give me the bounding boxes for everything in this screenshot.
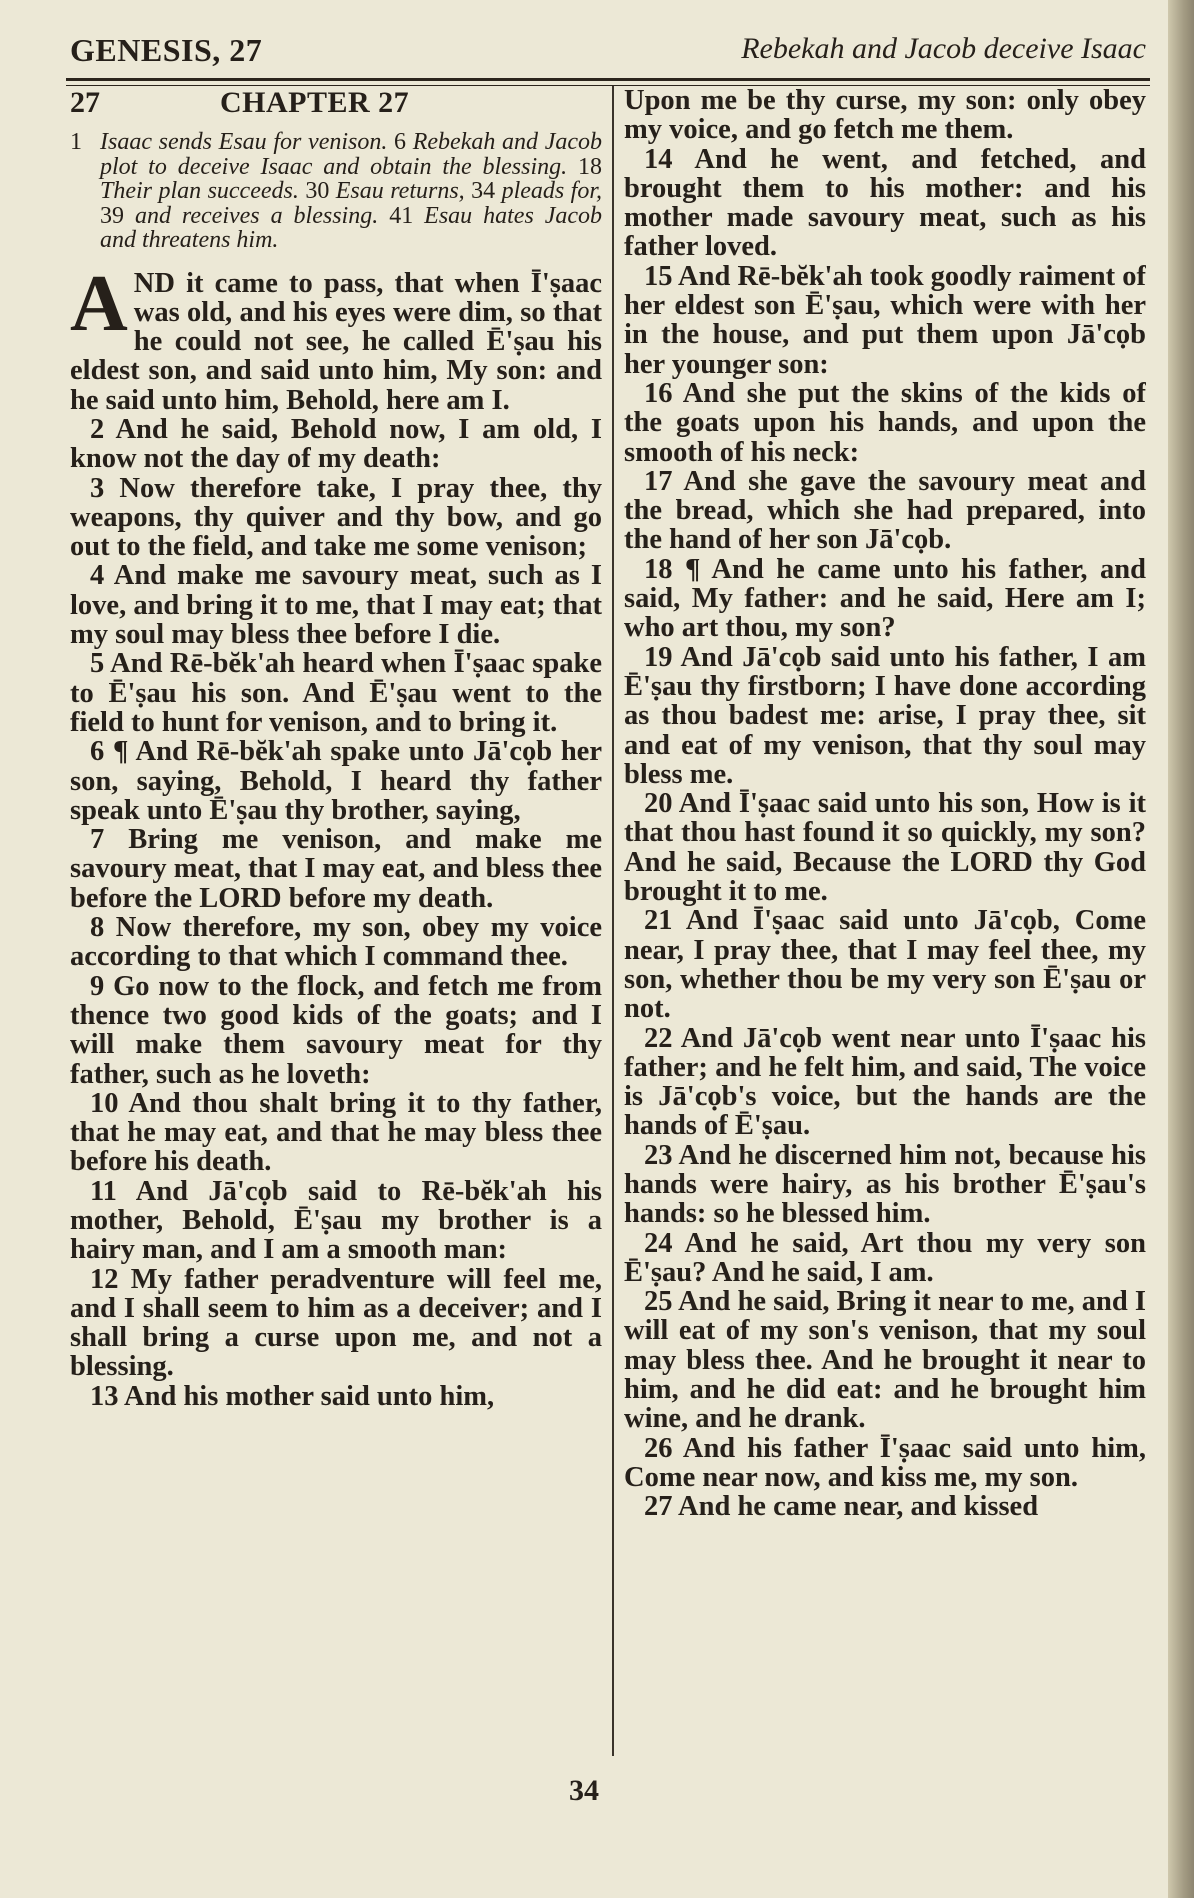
verse: 18 ¶ And he came unto his father, and said, My father: and he said, Here am I; who art thou, my son? [624,553,1146,644]
summary-text: Esau returns, [335,178,465,204]
verse: 6 ¶ And Rē-bĕk'ah spake unto Jā'cọb her son, saying, Behold, I heard thy father speak unto Ē'ṣau thy brother, saying, [70,736,602,826]
verse: 12 My father peradventure will feel me, and I shall seem to him as a deceiver; and I shall bring a curse upon me, and not a blessing. [70,1263,602,1383]
column-divider [612,86,614,1756]
left-column [70,86,602,1756]
verse: 5 And Rē-bĕk'ah heard when Ī'ṣaac spake to Ē'ṣau his son. And Ē'ṣau went to the field to hunt for venison, and to bring it. [70,648,602,738]
verse-text: ND it came to pass, that when Ī'ṣaac was old, and his eyes were dim, so that he could not see, he called Ē'ṣau his eldest son, and said unto him, My son: and he said unto him, Behold, here am I. [70,267,602,416]
verse: 22 And Jā'cọb went near unto Ī'ṣaac his father; and he felt him, and said, The voice is Jā'cọb's voice, but the hands are the hands of Ē'ṣau. [624,1022,1146,1142]
header-rule [66,78,1150,81]
verse: 15 And Rē-bĕk'ah took goodly raiment of her eldest son Ē'ṣau, which were with her in the house, and put them upon Jā'cọb her younger son: [624,260,1146,380]
verse [70,259,602,416]
verse: 17 And she gave the savoury meat and the bread, which she had prepared, into the hand of her son Jā'cọb. [624,465,1146,556]
page-number: 34 [569,1774,599,1807]
verse: 14 And he went, and fetched, and brought them to his mother: and his mother made savoury meat, such as his father loved. [624,143,1146,263]
summary-number: 18 [578,153,602,180]
summary-text: Their plan succeeds. [100,178,299,204]
page-footer [0,1774,1168,1808]
summary-text: and receives a blessing. [134,202,379,229]
chapter-title: CHAPTER 27 [220,86,410,119]
verse: 19 And Jā'cọb said unto his father, I am Ē'ṣau thy firstborn; I have done according as thou badest me: arise, I pray thee, sit and eat of my venison, that thy soul may bless me. [624,641,1146,790]
summary-number: 6 [394,129,407,155]
chapter-heading [70,86,602,122]
summary-text: Rebekah and Jacob plot to deceive Isaac and obtain the blessing. [100,129,602,180]
verse: 24 And he said, Art thou my very son Ē'ṣau? And he said, I am. [624,1227,1146,1288]
book-chapter-heading: GENESIS, 27 [70,32,263,68]
verse: 9 Go now to the flock, and fetch me from thence two good kids of the goats; and I will make them savoury meat for thy father, such as he loveth: [70,970,602,1090]
verse: 27 And he came near, and kissed [644,1491,1039,1523]
summary-number: 34 [471,178,496,204]
verse: 13 And his mother said unto him, [90,1380,495,1412]
page-edge [1168,0,1194,1898]
summary-number: 41 [389,202,414,229]
verse: 21 And Ī'ṣaac said unto Jā'cọb, Come near, I pray thee, that I may feel thee, my son, whether thou be my very son Ē'ṣau or not. [624,905,1146,1025]
summary-text: pleads for, [501,178,602,204]
verse: 25 And he said, Bring it near to me, and I will eat of my son's venison, that my soul may bless thee. And he brought it near to him, and he did eat: and he brought him wine, and he drank. [624,1286,1146,1435]
verse: 20 And Ī'ṣaac said unto his son, How is it that thou hast found it so quickly, my son? And he said, Because the LORD thy God brought it to me. [624,788,1146,908]
verse: 3 Now therefore take, I pray thee, thy weapons, thy quiver and thy bow, and go out to the field, and take me some venison; [70,472,602,563]
verse: 4 And make me savoury meat, such as I love, and bring it to me, that I may eat; that my soul may bless thee before I die. [70,560,602,651]
verse: 10 And thou shalt bring it to thy father, that he may eat, and that he may bless thee before his death. [70,1087,602,1178]
summary-number: 39 [100,202,124,229]
chapter-summary [70,130,602,253]
summary-number: 30 [305,178,330,204]
verse: Upon me be thy curse, my son: only obey my voice, and go fetch me them. [624,86,1146,146]
verse: 16 And she put the skins of the kids of the goats upon his hands, and upon the smooth of his neck: [624,377,1146,468]
summary-number: 1 [70,129,82,155]
summary-text: Esau hates Jacob and threatens him. [100,202,602,253]
verse: 26 And his father Ī'ṣaac said unto him, Come near now, and kiss me, my son. [624,1432,1146,1493]
chapter-number: 27 [70,86,100,119]
right-column [624,86,1146,1756]
verse: 11 And Jā'cọb said to Rē-bĕk'ah his mother, Behold, Ē'ṣau my brother is a hairy man, and I am a smooth man: [70,1175,602,1266]
verse: 2 And he said, Behold now, I am old, I know not the day of my death: [70,413,602,475]
verse: 7 Bring me venison, and make me savoury meat, that I may eat, and bless thee before the LORD before my death. [70,824,602,914]
topic-heading: Rebekah and Jacob deceive Isaac [741,32,1146,65]
summary-text: Isaac sends Esau for venison. [100,129,388,155]
verse: 23 And he discerned him not, because his hands were hairy, as his brother Ē'ṣau's hands: so he blessed him. [624,1139,1146,1230]
verse: 8 Now therefore, my son, obey my voice according to that which I command thee. [70,912,602,973]
drop-cap: A [70,259,128,348]
running-head [70,26,1146,72]
